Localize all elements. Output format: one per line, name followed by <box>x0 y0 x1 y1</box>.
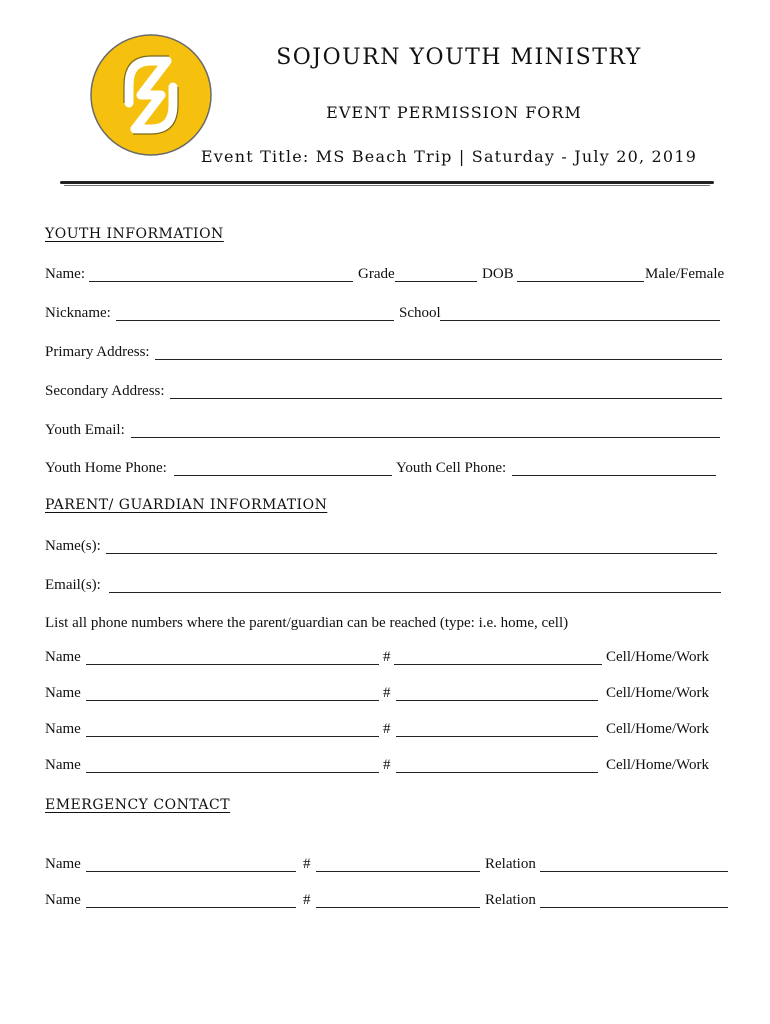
phone-row-name-field[interactable] <box>86 772 379 773</box>
section-heading-youth: YOUTH INFORMATION <box>45 226 224 242</box>
org-title: SOJOURN YOUTH MINISTRY <box>276 45 642 70</box>
nickname-label: Nickname: <box>45 305 111 321</box>
youth-cell-phone-label: Youth Cell Phone: <box>396 460 507 476</box>
youth-home-phone-field[interactable] <box>174 475 392 476</box>
youth-name-field[interactable] <box>89 281 353 282</box>
grade-field[interactable] <box>395 281 477 282</box>
phone-row-name-label: Name <box>45 649 81 665</box>
emergency-number-field[interactable] <box>316 907 480 908</box>
header-divider <box>60 181 714 184</box>
parent-names-field[interactable] <box>106 553 717 554</box>
parent-names-label: Name(s): <box>45 538 101 554</box>
phone-row-name-field[interactable] <box>86 700 379 701</box>
emergency-number-label: # <box>303 856 311 872</box>
phone-row-number-label: # <box>383 649 391 665</box>
youth-home-phone-label: Youth Home Phone: <box>45 460 167 476</box>
secondary-address-field[interactable] <box>170 398 722 399</box>
form-title: EVENT PERMISSION FORM <box>326 103 582 122</box>
phone-row-number-field[interactable] <box>396 700 598 701</box>
phone-row-number-label: # <box>383 721 391 737</box>
phone-row-name-field[interactable] <box>86 664 379 665</box>
emergency-relation-label: Relation <box>485 892 536 908</box>
secondary-address-label: Secondary Address: <box>45 383 165 399</box>
dob-label: DOB <box>482 266 514 282</box>
youth-email-field[interactable] <box>131 437 720 438</box>
gender-label: Male/Female <box>645 266 725 282</box>
phone-row-number-label: # <box>383 685 391 701</box>
school-field[interactable] <box>440 320 720 321</box>
youth-cell-phone-field[interactable] <box>512 475 716 476</box>
phone-row-type-label: Cell/Home/Work <box>606 649 709 665</box>
phone-row-number-label: # <box>383 757 391 773</box>
phone-row-name-label: Name <box>45 757 81 773</box>
emergency-number-label: # <box>303 892 311 908</box>
phone-instructions: List all phone numbers where the parent/guardian can be reached (type: i.e. home, cell) <box>45 615 569 631</box>
emergency-relation-field[interactable] <box>540 907 728 908</box>
youth-name-label: Name: <box>45 266 85 282</box>
phone-row-number-field[interactable] <box>394 664 602 665</box>
emergency-relation-field[interactable] <box>540 871 728 872</box>
phone-row-type-label: Cell/Home/Work <box>606 757 709 773</box>
emergency-name-label: Name <box>45 856 81 872</box>
event-title: Event Title: MS Beach Trip | Saturday - July 20, 2019 <box>200 147 698 166</box>
emergency-name-field[interactable] <box>86 907 296 908</box>
emergency-number-field[interactable] <box>316 871 480 872</box>
primary-address-label: Primary Address: <box>45 344 150 360</box>
phone-row-name-field[interactable] <box>86 736 379 737</box>
section-heading-parent: PARENT/ GUARDIAN INFORMATION <box>45 497 328 513</box>
dob-field[interactable] <box>517 281 644 282</box>
phone-row-type-label: Cell/Home/Work <box>606 721 709 737</box>
emergency-name-field[interactable] <box>86 871 296 872</box>
header-divider-shadow <box>64 185 710 186</box>
school-label: School <box>399 305 441 321</box>
phone-row-number-field[interactable] <box>396 772 598 773</box>
emergency-relation-label: Relation <box>485 856 536 872</box>
section-heading-emergency: EMERGENCY CONTACT <box>45 797 231 813</box>
primary-address-field[interactable] <box>155 359 722 360</box>
phone-row-name-label: Name <box>45 685 81 701</box>
phone-row-number-field[interactable] <box>396 736 598 737</box>
parent-emails-field[interactable] <box>109 592 721 593</box>
nickname-field[interactable] <box>116 320 394 321</box>
phone-row-type-label: Cell/Home/Work <box>606 685 709 701</box>
emergency-name-label: Name <box>45 892 81 908</box>
grade-label: Grade <box>358 266 395 282</box>
parent-emails-label: Email(s): <box>45 577 101 593</box>
youth-email-label: Youth Email: <box>45 422 125 438</box>
phone-row-name-label: Name <box>45 721 81 737</box>
